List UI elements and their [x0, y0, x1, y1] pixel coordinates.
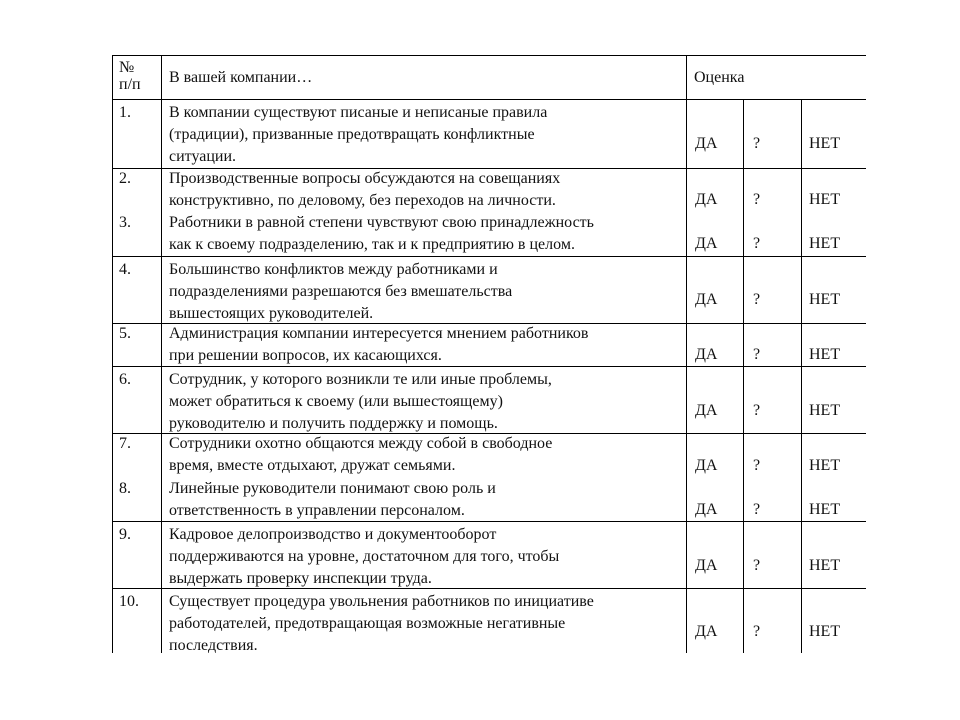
row-question: Сотрудник, у которого возникли те или иные проблемы,: [169, 371, 552, 388]
answer-maybe: ?: [753, 235, 761, 252]
answer-no: НЕТ: [809, 623, 841, 640]
column-divider: [686, 55, 687, 653]
answer-no: НЕТ: [809, 291, 841, 308]
row-question: вышестоящих руководителей.: [169, 305, 374, 322]
row-number: 8.: [119, 480, 131, 497]
row-question: работодателей, предотвращающая возможные негативные: [169, 615, 566, 632]
answer-no: НЕТ: [809, 457, 841, 474]
row-question: подразделениями разрешаются без вмешательства: [169, 283, 513, 300]
answer-yes: ДА: [695, 557, 718, 574]
answer-yes: ДА: [695, 135, 718, 152]
row-question: Работники в равной степени чувствуют свою принадлежность: [169, 214, 594, 231]
answer-yes: ДА: [695, 623, 718, 640]
row-number: 3.: [119, 214, 131, 231]
header-question: В вашей компании…: [169, 69, 313, 86]
answer-no: НЕТ: [809, 191, 841, 208]
row-question: Существует процедура увольнения работников по инициативе: [169, 593, 594, 610]
answer-yes: ДА: [695, 457, 718, 474]
answer-maybe: ?: [753, 346, 761, 363]
answer-no: НЕТ: [809, 501, 841, 518]
answer-divider: [801, 99, 802, 653]
row-question: (традиции), призванные предотвращать конфликтные: [169, 126, 535, 143]
row-question: время, вместе отдыхают, дружат семьями.: [169, 457, 456, 474]
row-number: 2.: [119, 170, 131, 187]
table-rule: [112, 256, 866, 257]
row-question: ответственность в управлении персоналом.: [169, 502, 465, 519]
row-question: конструктивно, по деловому, без переходов на личности.: [169, 192, 556, 209]
row-question: последствия.: [169, 637, 258, 654]
row-question: Кадровое делопроизводство и документооборот: [169, 526, 497, 543]
row-question: при решении вопросов, их касающихся.: [169, 347, 442, 364]
table-border-left: [112, 55, 113, 653]
survey-table: [112, 55, 866, 653]
column-divider: [161, 55, 162, 653]
row-question: выдержать проверку инспекции труда.: [169, 570, 432, 587]
answer-no: НЕТ: [809, 135, 841, 152]
row-question: как к своему подразделению, так и к предприятию в целом.: [169, 236, 575, 253]
answer-maybe: ?: [753, 291, 761, 308]
answer-yes: ДА: [695, 291, 718, 308]
row-question: может обратиться к своему (или вышестоящему): [169, 393, 503, 410]
answer-no: НЕТ: [809, 346, 841, 363]
answer-maybe: ?: [753, 457, 761, 474]
answer-yes: ДА: [695, 501, 718, 518]
row-number: 6.: [119, 371, 131, 388]
answer-maybe: ?: [753, 402, 761, 419]
row-number: 4.: [119, 261, 131, 278]
row-question: Производственные вопросы обсуждаются на совещаниях: [169, 170, 561, 187]
answer-maybe: ?: [753, 557, 761, 574]
answer-no: НЕТ: [809, 402, 841, 419]
row-number: 7.: [119, 435, 131, 452]
row-question: Администрация компании интересуется мнением работников: [169, 325, 589, 342]
row-question: В компании существуют писаные и неписаные правила: [169, 104, 548, 121]
row-question: руководителю и получить поддержку и помощь.: [169, 415, 498, 432]
answer-no: НЕТ: [809, 235, 841, 252]
answer-divider: [743, 99, 744, 653]
answer-yes: ДА: [695, 402, 718, 419]
row-number: 5.: [119, 325, 131, 342]
row-question: поддерживаются на уровне, достаточном для того, чтобы: [169, 548, 560, 565]
answer-yes: ДА: [695, 191, 718, 208]
answer-maybe: ?: [753, 135, 761, 152]
answer-maybe: ?: [753, 623, 761, 640]
header-rating: Оценка: [694, 69, 745, 86]
table-rule: [112, 55, 866, 56]
row-number: 9.: [119, 526, 131, 543]
answer-yes: ДА: [695, 346, 718, 363]
table-rule: [112, 99, 866, 100]
answer-yes: ДА: [695, 235, 718, 252]
answer-no: НЕТ: [809, 557, 841, 574]
row-number: 1.: [119, 104, 131, 121]
row-question: ситуации.: [169, 148, 237, 165]
answer-maybe: ?: [753, 501, 761, 518]
row-number: 10.: [119, 593, 139, 610]
row-question: Сотрудники охотно общаются между собой в свободное: [169, 435, 553, 452]
answer-maybe: ?: [753, 191, 761, 208]
header-number: № п/п: [119, 59, 141, 93]
row-question: Большинство конфликтов между работниками и: [169, 261, 498, 278]
row-question: Линейные руководители понимают свою роль и: [169, 480, 496, 497]
